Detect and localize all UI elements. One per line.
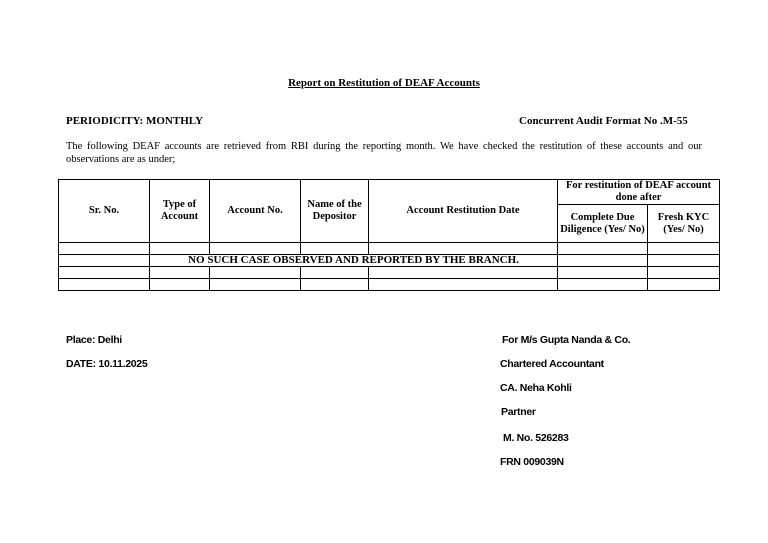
table-row bbox=[59, 267, 720, 279]
header-restitution-date: Account Restitution Date bbox=[369, 180, 558, 243]
intro-paragraph: The following DEAF accounts are retrieved from RBI during the reporting month. We have checked the restitution of these accounts and our observations are as under; bbox=[66, 141, 702, 165]
place-label: Place: Delhi bbox=[66, 334, 122, 346]
header-sr-no: Sr. No. bbox=[59, 180, 150, 243]
format-number: Concurrent Audit Format No .M-55 bbox=[519, 115, 688, 127]
signatory-role: Partner bbox=[501, 406, 536, 418]
deaf-accounts-table bbox=[58, 179, 720, 291]
membership-number: M. No. 526283 bbox=[503, 432, 569, 444]
periodicity-label: PERIODICITY: MONTHLY bbox=[66, 115, 204, 127]
header-type-of-account: Type of Account bbox=[150, 180, 210, 243]
table-row bbox=[59, 279, 720, 291]
header-due-diligence: Complete Due Diligence (Yes/ No) bbox=[558, 205, 648, 243]
header-name-of-depositor: Name of the Depositor bbox=[301, 180, 369, 243]
firm-name: For M/s Gupta Nanda & Co. bbox=[502, 334, 631, 346]
designation: Chartered Accountant bbox=[500, 358, 604, 370]
table-row-note bbox=[59, 255, 720, 267]
frn-number: FRN 009039N bbox=[500, 456, 564, 468]
report-title: Report on Restitution of DEAF Accounts bbox=[288, 77, 480, 89]
no-case-note: NO SUCH CASE OBSERVED AND REPORTED BY THE BRANCH. bbox=[150, 255, 558, 267]
signatory-name: CA. Neha Kohli bbox=[500, 382, 572, 394]
header-restitution-group: For restitution of DEAF account done after bbox=[558, 180, 720, 205]
table-row bbox=[59, 243, 720, 255]
header-account-no: Account No. bbox=[210, 180, 301, 243]
header-fresh-kyc: Fresh KYC (Yes/ No) bbox=[648, 205, 720, 243]
date-label: DATE: 10.11.2025 bbox=[66, 358, 148, 370]
